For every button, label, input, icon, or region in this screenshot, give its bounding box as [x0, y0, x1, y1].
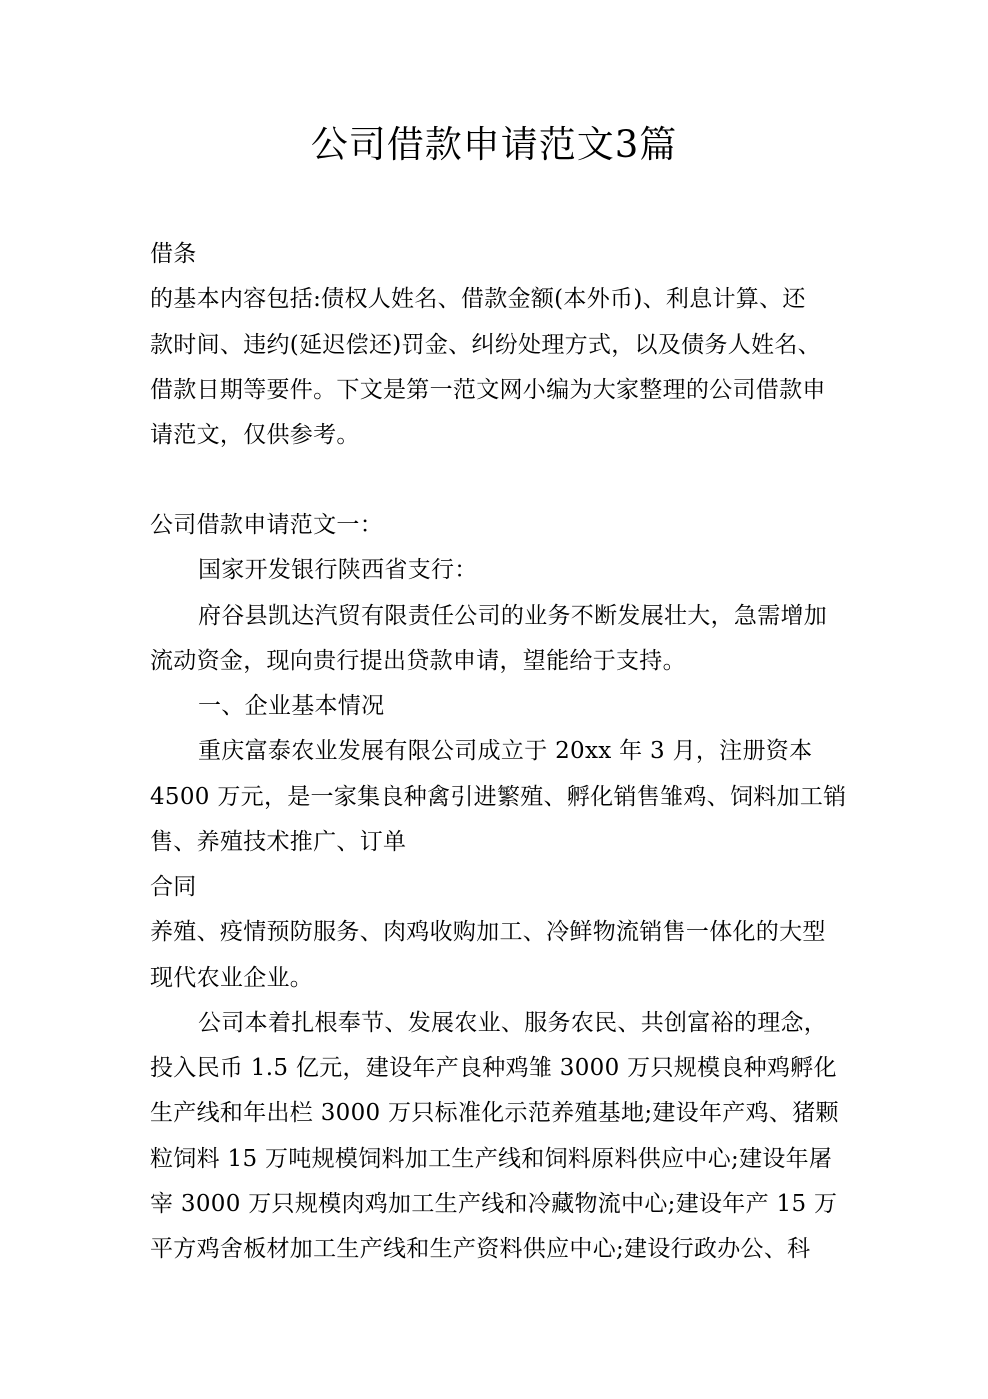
paragraph-line: 公司本着扎根奉节、发展农业、服务农民、共创富裕的理念， [198, 1010, 828, 1036]
paragraph-line: 重庆富泰农业发展有限公司成立于 20xx 年 3 月，注册资本 [198, 738, 813, 764]
paragraph-line: 合同 [150, 874, 197, 900]
paragraph-line: 府谷县凯达汽贸有限责任公司的业务不断发展壮大，急需增加 [198, 603, 828, 629]
paragraph-line: 4500 万元，是一家集良种禽引进繁殖、孵化销售雏鸡、饲料加工销 [150, 784, 847, 810]
paragraph-line: 投入民币 1.5 亿元，建设年产良种鸡雏 3000 万只规模良种鸡孵化 [150, 1055, 837, 1081]
paragraph-line: 借款日期等要件。下文是第一范文网小编为大家整理的公司借款申 [150, 377, 826, 403]
paragraph-line: 平方鸡舍板材加工生产线和生产资料供应中心;建设行政办公、科 [150, 1236, 811, 1262]
paragraph-line: 宰 3000 万只规模肉鸡加工生产线和冷藏物流中心;建设年产 15 万 [150, 1191, 838, 1217]
paragraph-line: 的基本内容包括:债权人姓名、借款金额(本外币)、利息计算、还 [150, 286, 806, 312]
paragraph-line: 养殖、疫情预防服务、肉鸡收购加工、冷鲜物流销售一体化的大型 [150, 919, 826, 945]
paragraph-line: 生产线和年出栏 3000 万只标准化示范养殖基地;建设年产鸡、猪颗 [150, 1100, 839, 1126]
paragraph-line: 现代农业企业。 [150, 965, 314, 991]
paragraph-line: 请范文，仅供参考。 [150, 422, 360, 448]
paragraph-line: 流动资金，现向贵行提出贷款申请，望能给于支持。 [150, 648, 686, 674]
paragraph-line: 借条 [150, 241, 197, 267]
section-heading: 公司借款申请范文一： [150, 512, 383, 538]
paragraph-line: 款时间、违约(延迟偿还)罚金、纠纷处理方式，以及债务人姓名、 [150, 332, 821, 358]
paragraph-line: 售、养殖技术推广、订单 [150, 829, 407, 855]
paragraph-line: 粒饲料 15 万吨规模饲料加工生产线和饲料原料供应中心;建设年屠 [150, 1146, 833, 1172]
salutation: 国家开发银行陕西省支行： [198, 557, 478, 583]
document-title: 公司借款申请范文3篇 [310, 123, 678, 166]
subsection-heading: 一、企业基本情况 [198, 693, 385, 719]
